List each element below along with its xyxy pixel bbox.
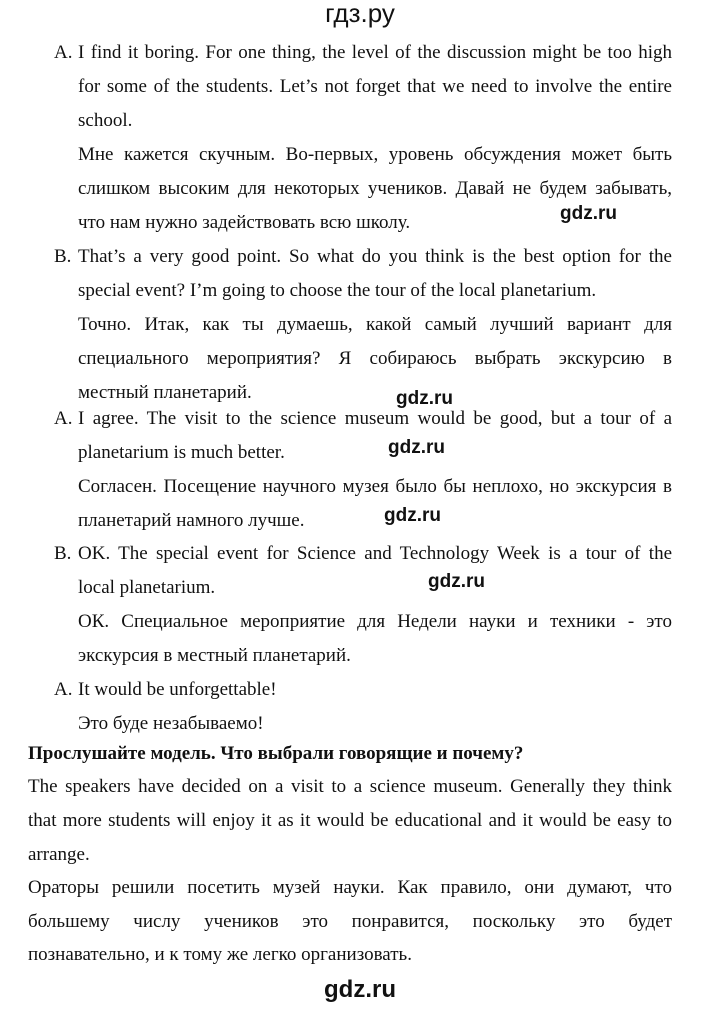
answer-line-en: arrange. [28,844,90,865]
dialogue-line-ru: что нам нужно задействовать всю школу. [78,212,411,233]
speaker-marker: A. [54,42,73,63]
dialogue-line-ru: ОК. Специальное мероприятие для Недели науки и техники - это [78,611,672,632]
answer-line-ru: познавательно, и к тому же легко организовать. [28,944,412,965]
dialogue-line-en: for some of the students. Let’s not forget that we need to involve the entire [78,76,672,97]
dialogue-line-en: I agree. The visit to the science museum would be good, but a tour of a [78,408,672,429]
dialogue-line-en: planetarium is much better. [78,442,285,463]
task-heading: Прослушайте модель. Что выбрали говорящие и почему? [28,743,524,764]
speaker-marker: A. [54,408,73,429]
watermark: gdz.ru [428,571,485,592]
dialogue-line-ru: экскурсия в местный планетарий. [78,645,351,666]
watermark: gdz.ru [388,437,445,458]
dialogue-line-ru: слишком высоким для некоторых учеников. Давай не будем забывать, [78,178,672,199]
dialogue-line-ru: Точно. Итак, как ты думаешь, какой самый лучший вариант для [78,314,672,335]
answer-line-ru: большему числу учеников это понравится, поскольку это будет [28,911,672,932]
dialogue-line-en: OK. The special event for Science and Technology Week is a tour of the [78,543,672,564]
answer-line-en: The speakers have decided on a visit to a science museum. Generally they think [28,776,672,797]
dialogue-line-en: school. [78,110,133,131]
dialogue-line-ru: Мне кажется скучным. Во-первых, уровень обсуждения может быть [78,144,672,165]
speaker-marker: B. [54,246,72,267]
dialogue-line-en: local planetarium. [78,577,216,598]
dialogue-line-ru: специального мероприятия? Я собираюсь выбрать экскурсию в [78,348,672,369]
watermark: gdz.ru [384,505,441,526]
dialogue-line-ru: Это буде незабываемо! [78,713,264,734]
speaker-marker: A. [54,679,73,700]
dialogue-line-ru: местный планетарий. [78,382,252,403]
dialogue-line-en: It would be unforgettable! [78,679,277,700]
dialogue-line-en: I find it boring. For one thing, the level of the discussion might be too high [78,42,672,63]
dialogue-line-en: special event? I’m going to choose the tour of the local planetarium. [78,280,597,301]
dialogue-line-en: That’s a very good point. So what do you think is the best option for the [78,246,672,267]
speaker-marker: B. [54,543,72,564]
answer-line-ru: Ораторы решили посетить музей науки. Как правило, они думают, что [28,877,672,898]
watermark: gdz.ru [396,388,453,409]
site-footer: gdz.ru [324,976,396,1003]
answer-line-en: that more students will enjoy it as it would be educational and it would be easy to [28,810,672,831]
watermark: gdz.ru [560,203,617,224]
site-header: гдз.ру [325,0,395,28]
dialogue-line-ru: Согласен. Посещение научного музея было бы неплохо, но экскурсия в [78,476,672,497]
dialogue-line-ru: планетарий намного лучше. [78,510,305,531]
